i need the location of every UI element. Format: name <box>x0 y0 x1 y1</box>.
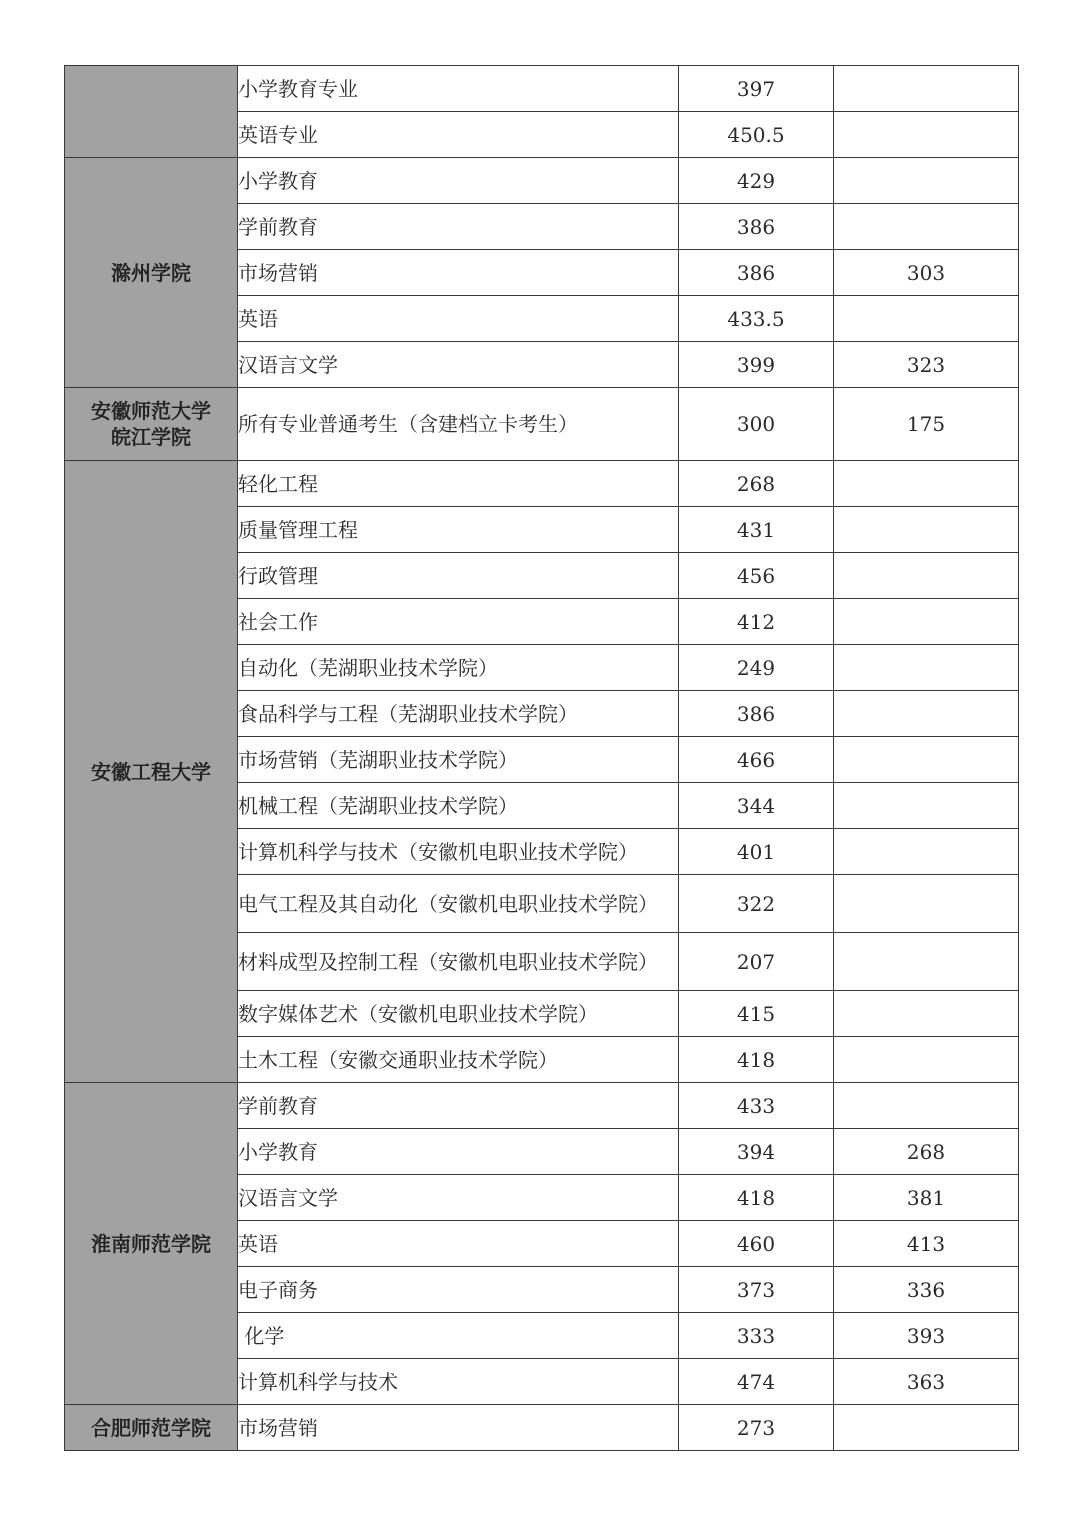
major-cell: 自动化（芜湖职业技术学院） <box>238 645 679 691</box>
score-cell: 401 <box>679 829 834 875</box>
special-score-cell: 393 <box>834 1313 1019 1359</box>
major-cell: 社会工作 <box>238 599 679 645</box>
special-score-cell <box>834 112 1019 158</box>
admission-score-table <box>64 65 1019 1451</box>
score-cell: 466 <box>679 737 834 783</box>
special-score-cell <box>834 599 1019 645</box>
special-score-cell: 268 <box>834 1129 1019 1175</box>
major-cell: 行政管理 <box>238 553 679 599</box>
score-cell: 397 <box>679 66 834 112</box>
major-cell: 计算机科学与技术 <box>238 1359 679 1405</box>
table-row <box>65 1405 1019 1451</box>
special-score-cell <box>834 645 1019 691</box>
score-cell: 433.5 <box>679 296 834 342</box>
score-cell: 399 <box>679 342 834 388</box>
special-score-cell <box>834 933 1019 991</box>
score-cell: 431 <box>679 507 834 553</box>
major-cell: 数字媒体艺术（安徽机电职业技术学院） <box>238 991 679 1037</box>
score-cell: 450.5 <box>679 112 834 158</box>
major-cell: 英语 <box>238 1221 679 1267</box>
school-name-cell: 滁州学院 <box>65 158 238 388</box>
special-score-cell: 363 <box>834 1359 1019 1405</box>
major-cell: 市场营销（芜湖职业技术学院） <box>238 737 679 783</box>
score-cell: 268 <box>679 461 834 507</box>
table-row <box>65 461 1019 507</box>
major-cell: 食品科学与工程（芜湖职业技术学院） <box>238 691 679 737</box>
score-cell: 249 <box>679 645 834 691</box>
special-score-cell: 323 <box>834 342 1019 388</box>
score-cell: 415 <box>679 991 834 1037</box>
special-score-cell <box>834 691 1019 737</box>
special-score-cell <box>834 1037 1019 1083</box>
major-cell: 汉语言文学 <box>238 1175 679 1221</box>
score-cell: 474 <box>679 1359 834 1405</box>
major-cell: 计算机科学与技术（安徽机电职业技术学院） <box>238 829 679 875</box>
major-cell: 材料成型及控制工程（安徽机电职业技术学院） <box>238 933 679 991</box>
score-cell: 273 <box>679 1405 834 1451</box>
score-cell: 429 <box>679 158 834 204</box>
special-score-cell <box>834 829 1019 875</box>
school-name-cell <box>65 66 238 158</box>
major-cell: 所有专业普通考生（含建档立卡考生） <box>238 388 679 461</box>
special-score-cell <box>834 783 1019 829</box>
major-cell: 小学教育 <box>238 158 679 204</box>
score-cell: 418 <box>679 1037 834 1083</box>
special-score-cell <box>834 1405 1019 1451</box>
special-score-cell <box>834 991 1019 1037</box>
school-name-cell: 淮南师范学院 <box>65 1083 238 1405</box>
special-score-cell <box>834 66 1019 112</box>
major-cell: 土木工程（安徽交通职业技术学院） <box>238 1037 679 1083</box>
table-row <box>65 158 1019 204</box>
score-cell: 333 <box>679 1313 834 1359</box>
special-score-cell <box>834 158 1019 204</box>
special-score-cell <box>834 1083 1019 1129</box>
table-row <box>65 1083 1019 1129</box>
score-cell: 394 <box>679 1129 834 1175</box>
score-cell: 322 <box>679 875 834 933</box>
special-score-cell: 303 <box>834 250 1019 296</box>
score-cell: 373 <box>679 1267 834 1313</box>
score-cell: 433 <box>679 1083 834 1129</box>
major-cell: 化学 <box>238 1313 679 1359</box>
major-cell: 英语专业 <box>238 112 679 158</box>
special-score-cell <box>834 875 1019 933</box>
major-cell: 小学教育专业 <box>238 66 679 112</box>
major-cell: 轻化工程 <box>238 461 679 507</box>
special-score-cell <box>834 737 1019 783</box>
major-cell: 市场营销 <box>238 250 679 296</box>
score-cell: 456 <box>679 553 834 599</box>
major-cell: 学前教育 <box>238 1083 679 1129</box>
table-row <box>65 66 1019 112</box>
table-body <box>65 66 1019 1451</box>
special-score-cell <box>834 461 1019 507</box>
major-cell: 机械工程（芜湖职业技术学院） <box>238 783 679 829</box>
major-cell: 电子商务 <box>238 1267 679 1313</box>
special-score-cell <box>834 507 1019 553</box>
score-cell: 207 <box>679 933 834 991</box>
school-name-cell: 安徽师范大学 皖江学院 <box>65 388 238 461</box>
special-score-cell: 413 <box>834 1221 1019 1267</box>
special-score-cell <box>834 296 1019 342</box>
special-score-cell <box>834 204 1019 250</box>
score-cell: 460 <box>679 1221 834 1267</box>
score-cell: 412 <box>679 599 834 645</box>
major-cell: 电气工程及其自动化（安徽机电职业技术学院） <box>238 875 679 933</box>
table-row <box>65 388 1019 461</box>
major-cell: 汉语言文学 <box>238 342 679 388</box>
special-score-cell <box>834 553 1019 599</box>
major-cell: 英语 <box>238 296 679 342</box>
special-score-cell: 381 <box>834 1175 1019 1221</box>
score-cell: 386 <box>679 250 834 296</box>
special-score-cell: 175 <box>834 388 1019 461</box>
score-cell: 344 <box>679 783 834 829</box>
score-cell: 418 <box>679 1175 834 1221</box>
major-cell: 小学教育 <box>238 1129 679 1175</box>
score-cell: 386 <box>679 204 834 250</box>
school-name-cell: 安徽工程大学 <box>65 461 238 1083</box>
major-cell: 学前教育 <box>238 204 679 250</box>
score-cell: 300 <box>679 388 834 461</box>
special-score-cell: 336 <box>834 1267 1019 1313</box>
school-name-cell: 合肥师范学院 <box>65 1405 238 1451</box>
score-cell: 386 <box>679 691 834 737</box>
major-cell: 市场营销 <box>238 1405 679 1451</box>
major-cell: 质量管理工程 <box>238 507 679 553</box>
